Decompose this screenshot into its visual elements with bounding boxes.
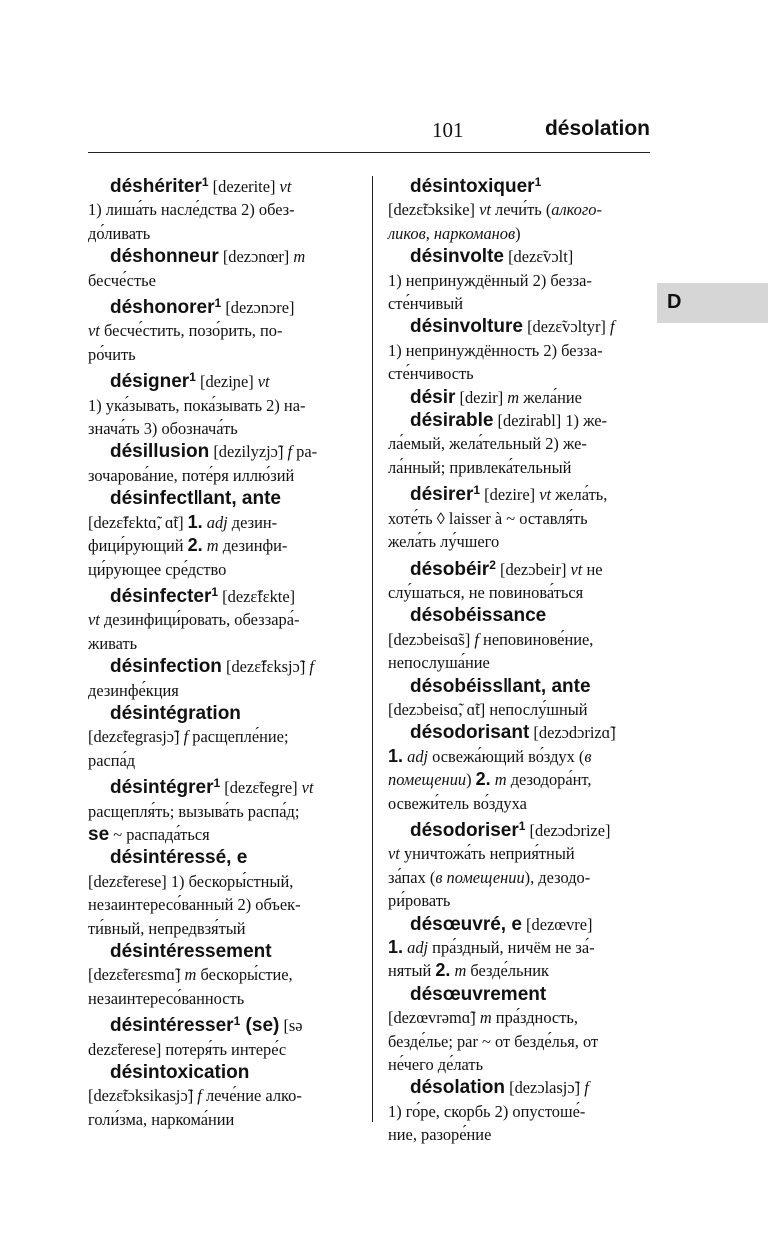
dictionary-entry bbox=[388, 554, 650, 605]
definition-text: 1) непринуждённость 2) безза- bbox=[388, 340, 603, 360]
entry-line bbox=[388, 815, 650, 842]
dictionary-entry bbox=[88, 581, 358, 655]
definition-text: зочарова́ние, поте́ря иллю́зий bbox=[88, 465, 295, 485]
dictionary-entry bbox=[388, 815, 650, 913]
italic-text: adj bbox=[407, 746, 429, 766]
entry-line bbox=[88, 198, 358, 221]
definition-text: не́чего де́лать bbox=[388, 1055, 484, 1075]
sense-number: 2. bbox=[475, 769, 491, 790]
entry-line bbox=[388, 1100, 650, 1123]
definition-text: нятый bbox=[388, 961, 436, 981]
definition-text: [dezilyzjɔ̃] bbox=[209, 442, 288, 462]
entry-line bbox=[88, 846, 358, 869]
italic-text: vt bbox=[257, 372, 270, 392]
homonym-index: 1 bbox=[473, 483, 481, 498]
definition-text: сте́нчивость bbox=[388, 364, 474, 384]
dictionary-entry bbox=[88, 1061, 358, 1131]
dictionary-entry bbox=[88, 1010, 358, 1061]
italic-text: vt bbox=[570, 559, 583, 579]
dictionary-entry bbox=[388, 1076, 650, 1146]
left-column bbox=[88, 171, 358, 1131]
definition-text: [dezɔbeir] bbox=[495, 559, 571, 579]
definition-text: безде́лье; par ~ от безде́лья, от bbox=[388, 1031, 599, 1051]
definition-text: [dezɛ̃terese] 1) бескоры́стный, bbox=[88, 871, 294, 891]
dictionary-entry bbox=[88, 366, 358, 440]
entry-line bbox=[388, 315, 650, 338]
definition-text: [dezir] bbox=[455, 387, 508, 407]
definition-text: [dezɔbeisɑ̃s] bbox=[388, 629, 475, 649]
headword: déshériter$^1$ bbox=[110, 175, 209, 197]
definition-text: освежа́ющий во́здух ( bbox=[428, 746, 585, 766]
definition-text: 1) ука́зывать, пока́зывать 2) на- bbox=[88, 395, 306, 415]
entry-line bbox=[88, 987, 358, 1010]
definition-text: дезинфици́ровать, обеззара́- bbox=[99, 610, 300, 630]
headword: désœuvrement bbox=[410, 983, 547, 1005]
definition-text: сте́нчивый bbox=[388, 294, 464, 314]
definition-text: [dezɛ̃terɛsmɑ̃] bbox=[88, 965, 185, 985]
italic-text: m bbox=[494, 770, 507, 790]
entry-line bbox=[388, 554, 650, 581]
entry-line bbox=[88, 749, 358, 772]
sense-number: 2. bbox=[187, 535, 203, 556]
entry-line bbox=[88, 725, 358, 748]
headword: déshonorer$^1$ bbox=[110, 296, 222, 319]
entry-line bbox=[388, 1123, 650, 1146]
dictionary-entry bbox=[388, 983, 650, 1077]
entry-line bbox=[388, 721, 650, 744]
entry-line bbox=[388, 409, 650, 432]
italic-text: vt bbox=[88, 610, 100, 630]
definition-text: [dezɛ̃fɛkte] bbox=[218, 586, 296, 606]
definition-text: [dezɛ̃tegre] bbox=[220, 778, 302, 798]
homonym-index: 1 bbox=[534, 175, 542, 189]
entry-line bbox=[388, 456, 650, 479]
definition-text: ла́нный; привлека́тельный bbox=[388, 457, 572, 477]
page-number: 101 bbox=[432, 118, 464, 142]
dictionary-entry bbox=[388, 913, 650, 983]
entry-line bbox=[88, 558, 358, 581]
entry-line bbox=[88, 800, 358, 823]
definition-text: распа́д bbox=[88, 750, 136, 770]
definition-text: не bbox=[582, 559, 603, 579]
entry-line bbox=[388, 651, 650, 674]
headword: désintégration bbox=[110, 702, 241, 724]
headword: désir bbox=[410, 386, 456, 408]
definition-text: ти́вный, непредвзя́тый bbox=[88, 918, 246, 938]
definition-text: дезинфе́кция bbox=[88, 680, 179, 700]
entry-line bbox=[88, 319, 358, 342]
dictionary-entry bbox=[388, 604, 650, 674]
entry-line bbox=[388, 198, 650, 221]
italic-text: m bbox=[454, 961, 467, 981]
entry-line bbox=[388, 479, 650, 506]
definition-text: ро́чить bbox=[88, 344, 136, 364]
definition-text: ри́ровать bbox=[388, 891, 451, 911]
dictionary-entry bbox=[388, 721, 650, 815]
italic-text: vt bbox=[479, 200, 491, 220]
headword: désœuvré, e bbox=[410, 913, 522, 935]
homonym-index: 1 bbox=[189, 370, 196, 385]
definition-text: голи́зма, наркома́нии bbox=[88, 1109, 235, 1129]
definition-text: [dezɛ̃fɛktɑ̃, ɑ̃t] bbox=[88, 512, 188, 532]
definition-text: до́ливать bbox=[88, 223, 151, 243]
definition-text: жела́ние bbox=[519, 387, 582, 407]
entry-line bbox=[388, 362, 650, 385]
definition-text: 1) лиша́ть насле́дства 2) обез- bbox=[88, 200, 295, 220]
definition-text: жела́ть лу́чшего bbox=[388, 532, 500, 552]
entry-line bbox=[388, 1006, 650, 1029]
dictionary-entry bbox=[88, 846, 358, 940]
definition-text: хоте́ть ◊ laisser à ~ оставля́ть bbox=[388, 508, 588, 528]
entry-line bbox=[88, 608, 358, 631]
headword: désinvolte bbox=[410, 246, 504, 268]
dictionary-entry bbox=[388, 479, 650, 553]
homonym-index: 1 bbox=[518, 818, 526, 833]
definition-text: ) bbox=[515, 223, 521, 243]
italic-text: f bbox=[183, 727, 189, 747]
dictionary-entry bbox=[88, 171, 358, 245]
definition-text: освежи́тель во́здуха bbox=[388, 793, 527, 813]
italic-text: в помещении bbox=[435, 867, 525, 887]
definition-text: 1) непринуждённый 2) безза- bbox=[388, 270, 592, 290]
entry-line bbox=[88, 171, 358, 198]
entry-line bbox=[388, 1076, 650, 1099]
definition-text: [dezɛ̃vɔltyr] bbox=[522, 317, 610, 337]
italic-text: m bbox=[206, 536, 219, 556]
headword: déshonneur bbox=[110, 246, 219, 268]
definition-text: дезодора́нт, bbox=[506, 770, 592, 790]
headword: désintéressement bbox=[110, 941, 272, 962]
dictionary-entry bbox=[388, 171, 650, 245]
definition-text: бесче́стье bbox=[88, 270, 156, 290]
entry-line bbox=[88, 823, 358, 846]
definition-text: ци́рующее сре́дство bbox=[88, 559, 227, 579]
entry-line bbox=[88, 292, 358, 319]
headword: désillusion bbox=[110, 441, 210, 463]
italic-text: f bbox=[584, 1078, 589, 1098]
entry-line bbox=[88, 1108, 358, 1131]
entry-line bbox=[388, 432, 650, 455]
entry-line bbox=[88, 581, 358, 608]
homonym-index: 1 bbox=[233, 1014, 241, 1029]
definition-text: ра- bbox=[292, 442, 318, 462]
italic-text: m bbox=[479, 1008, 492, 1028]
definition-text: [dezire] bbox=[480, 485, 540, 505]
headword: désinfect‖ant, ante bbox=[110, 488, 281, 510]
definition-text: расщепля́ть; вызыва́ть распа́д; bbox=[88, 801, 300, 821]
headword: désolation bbox=[410, 1077, 506, 1099]
dictionary-entry bbox=[88, 702, 358, 772]
italic-text: ликов, наркоманов bbox=[388, 223, 516, 243]
entry-line bbox=[388, 675, 650, 698]
definition-text: слу́шаться, не повинова́ться bbox=[388, 582, 584, 602]
definition-text: непослуша́ние bbox=[388, 653, 490, 673]
italic-text: f bbox=[197, 1086, 202, 1106]
headword: désirer$^1$ bbox=[410, 483, 481, 506]
headword: désobéir$^2$ bbox=[410, 557, 496, 580]
homonym-index: 2 bbox=[489, 557, 496, 572]
definition-text: [dezɔnɔre] bbox=[221, 298, 295, 318]
definition-text: живать bbox=[88, 633, 138, 653]
entry-line bbox=[88, 222, 358, 245]
definition-text: [dezɛ̃tɔksike] bbox=[388, 200, 480, 220]
entry-line bbox=[88, 394, 358, 417]
homonym-index: 1 bbox=[211, 584, 219, 599]
running-headword: désolation bbox=[544, 117, 650, 140]
definition-text: дезин- bbox=[227, 512, 278, 532]
definition-text: пра́здный, ничём не за́- bbox=[428, 938, 595, 957]
definition-text: [dezirabl] 1) же- bbox=[493, 411, 607, 431]
entry-line bbox=[388, 842, 650, 865]
definition-text: [dezɔdɔrizɑ̃] bbox=[529, 723, 616, 743]
headword: désintéresser$^1$ (se) bbox=[110, 1014, 280, 1037]
entry-line bbox=[388, 983, 650, 1006]
alphabet-thumb-tab bbox=[657, 283, 768, 323]
entry-line bbox=[88, 440, 358, 463]
entry-line bbox=[88, 870, 358, 893]
italic-text: vt bbox=[388, 844, 400, 864]
entry-line bbox=[88, 487, 358, 510]
dictionary-entry bbox=[388, 409, 650, 479]
sense-number: 1. bbox=[388, 937, 404, 957]
dictionary-entry bbox=[88, 940, 358, 1010]
definition-text: ла́емый, жела́тельный 2) же- bbox=[388, 434, 587, 454]
entry-line bbox=[88, 1084, 358, 1107]
entry-line bbox=[388, 792, 650, 815]
definition-text: лечи́ть ( bbox=[490, 200, 552, 220]
entry-line bbox=[388, 292, 650, 315]
italic-text: алкого- bbox=[551, 200, 602, 220]
italic-text: adj bbox=[407, 938, 429, 957]
entry-line bbox=[388, 222, 650, 245]
entry-line bbox=[388, 936, 650, 959]
entry-line bbox=[88, 417, 358, 440]
definition-text: жела́ть, bbox=[551, 485, 608, 505]
definition-text: [dezœvre] bbox=[521, 914, 593, 934]
headword: désinfecter$^1$ bbox=[110, 584, 219, 607]
entry-line bbox=[388, 1053, 650, 1076]
entry-line bbox=[388, 604, 650, 627]
definition-text: неповинове́ние, bbox=[478, 629, 594, 649]
entry-line bbox=[88, 940, 358, 963]
headword: désirable bbox=[410, 410, 494, 432]
italic-text: f bbox=[309, 657, 314, 677]
italic-text: m bbox=[184, 965, 197, 985]
definition-text: безде́льник bbox=[466, 961, 549, 981]
entry-line bbox=[388, 245, 650, 268]
headword: désigner$^1$ bbox=[110, 370, 196, 393]
dictionary-entry bbox=[388, 386, 650, 409]
dictionary-entry bbox=[388, 315, 650, 385]
homonym-index: 1 bbox=[214, 296, 222, 311]
headword: désinfection bbox=[110, 656, 222, 678]
headword: désodoriser$^1$ bbox=[410, 818, 526, 841]
definition-text: [dezerite] bbox=[208, 177, 280, 196]
entry-line bbox=[388, 698, 650, 721]
definition-text: бескоры́стие, bbox=[196, 965, 293, 985]
dictionary-entry bbox=[88, 772, 358, 846]
entry-line bbox=[88, 245, 358, 268]
headword: désintoxication bbox=[110, 1062, 250, 1084]
italic-text: vt bbox=[88, 321, 100, 341]
definition-text: знача́ть 3) обознача́ть bbox=[88, 419, 238, 439]
definition-text: ), дезодо- bbox=[524, 867, 591, 887]
entry-line bbox=[88, 343, 358, 366]
entry-line bbox=[88, 1038, 358, 1061]
entry-line bbox=[388, 1030, 650, 1053]
homonym-index: 1 bbox=[201, 175, 209, 189]
page-header bbox=[88, 116, 650, 153]
entry-line bbox=[388, 171, 650, 198]
entry-line bbox=[388, 913, 650, 936]
entry-line bbox=[88, 632, 358, 655]
definition-text: уничтожа́ть неприя́тный bbox=[399, 844, 575, 864]
definition-text: [dezɛ̃tɔksikasjɔ̃] bbox=[88, 1086, 198, 1106]
definition-text: [dezɛ̃fɛksjɔ̃] bbox=[221, 657, 310, 677]
italic-text: m bbox=[293, 247, 306, 267]
headword: désodorisant bbox=[410, 722, 530, 744]
italic-text: vt bbox=[279, 177, 292, 196]
dictionary-entry bbox=[388, 675, 650, 722]
headword: désobéiss‖ant, ante bbox=[410, 675, 591, 697]
definition-text: [dezœvrəmɑ̃] bbox=[388, 1008, 480, 1028]
definition-text: за́пах ( bbox=[388, 867, 436, 887]
tab-letter: D bbox=[667, 291, 682, 313]
right-column bbox=[388, 171, 650, 1147]
italic-text: помещении bbox=[388, 770, 467, 790]
definition-text: [dezɔdɔrize] bbox=[525, 820, 611, 840]
italic-text: adj bbox=[206, 512, 228, 532]
dictionary-entry bbox=[388, 245, 650, 315]
dictionary-entry bbox=[88, 440, 358, 487]
column-divider bbox=[372, 176, 373, 1122]
italic-text: vt bbox=[301, 778, 314, 798]
italic-text: m bbox=[507, 387, 520, 407]
entry-line bbox=[88, 464, 358, 487]
dictionary-entry bbox=[88, 292, 358, 366]
homonym-index: 1 bbox=[213, 776, 221, 791]
entry-line bbox=[388, 269, 650, 292]
sense-number: 2. bbox=[435, 960, 451, 981]
definition-text: пра́здность, bbox=[491, 1008, 578, 1028]
definition-text: [sə bbox=[279, 1016, 303, 1036]
definition-text: [dezɔnœr] bbox=[218, 247, 294, 267]
definition-text: дезинфи- bbox=[218, 536, 288, 556]
dictionary-entry bbox=[88, 245, 358, 292]
entry-line bbox=[388, 581, 650, 604]
entry-line bbox=[388, 768, 650, 791]
definition-text: [deziɲe] bbox=[195, 372, 258, 392]
dictionary-entry bbox=[88, 655, 358, 702]
entry-line bbox=[88, 655, 358, 678]
definition-text: лече́ние алко- bbox=[201, 1086, 302, 1106]
italic-text: f bbox=[609, 317, 615, 337]
entry-line bbox=[388, 386, 650, 409]
entry-line bbox=[388, 628, 650, 651]
entry-line bbox=[388, 959, 650, 982]
entry-line bbox=[388, 530, 650, 553]
entry-line bbox=[388, 507, 650, 530]
entry-line bbox=[88, 893, 358, 916]
definition-text: dezɛ̃terese] потеря́ть интере́с bbox=[88, 1039, 287, 1059]
italic-text: в bbox=[584, 746, 592, 766]
definition-text: [dezɔbeisɑ̃, ɑ̃t] непослу́шный bbox=[388, 699, 588, 719]
entry-line bbox=[388, 866, 650, 889]
definition-text: незаинтересо́ванность bbox=[88, 988, 245, 1008]
headword: désinvolture bbox=[410, 316, 523, 338]
entry-line bbox=[88, 772, 358, 799]
entry-line bbox=[88, 366, 358, 393]
headword: désobéissance bbox=[410, 605, 547, 627]
entry-line bbox=[88, 1010, 358, 1037]
entry-line bbox=[388, 745, 650, 768]
entry-line bbox=[88, 511, 358, 534]
entry-line bbox=[88, 1061, 358, 1084]
definition-text: ние, разоре́ние bbox=[388, 1125, 492, 1145]
sense-number: 1. bbox=[187, 511, 203, 532]
entry-line bbox=[88, 702, 358, 725]
definition-text: [dezɔlasjɔ̃] bbox=[505, 1078, 585, 1098]
definition-text: ) bbox=[466, 770, 476, 790]
headword: désintoxiquer$^1$ bbox=[410, 175, 542, 197]
headword: désintégrer$^1$ bbox=[110, 776, 221, 799]
entry-line bbox=[88, 917, 358, 940]
headword: se bbox=[88, 823, 110, 845]
entry-line bbox=[88, 963, 358, 986]
entry-line bbox=[388, 889, 650, 912]
headword: désintéressé, e bbox=[110, 847, 248, 869]
definition-text: 1) го́ре, скорбь 2) опустоше́- bbox=[388, 1101, 586, 1121]
entry-line bbox=[88, 679, 358, 702]
definition-text: расщепле́ние; bbox=[188, 727, 289, 747]
definition-text: незаинтересо́ванный 2) объек- bbox=[88, 895, 301, 915]
entry-line bbox=[388, 339, 650, 362]
italic-text: f bbox=[287, 442, 293, 462]
italic-text: vt bbox=[539, 485, 552, 505]
entry-line bbox=[88, 269, 358, 292]
definition-text: ~ распада́ться bbox=[109, 824, 210, 844]
entry-line bbox=[88, 534, 358, 557]
definition-text: бесче́стить, позо́рить, по- bbox=[99, 321, 283, 341]
definition-text: [dezɛ̃vɔlt] bbox=[503, 247, 574, 267]
definition-text: [dezɛ̃tegrasjɔ̃] bbox=[88, 727, 184, 747]
italic-text: f bbox=[474, 629, 479, 649]
sense-number: 1. bbox=[388, 745, 404, 766]
definition-text: фици́рующий bbox=[88, 536, 188, 556]
dictionary-entry bbox=[88, 487, 358, 581]
